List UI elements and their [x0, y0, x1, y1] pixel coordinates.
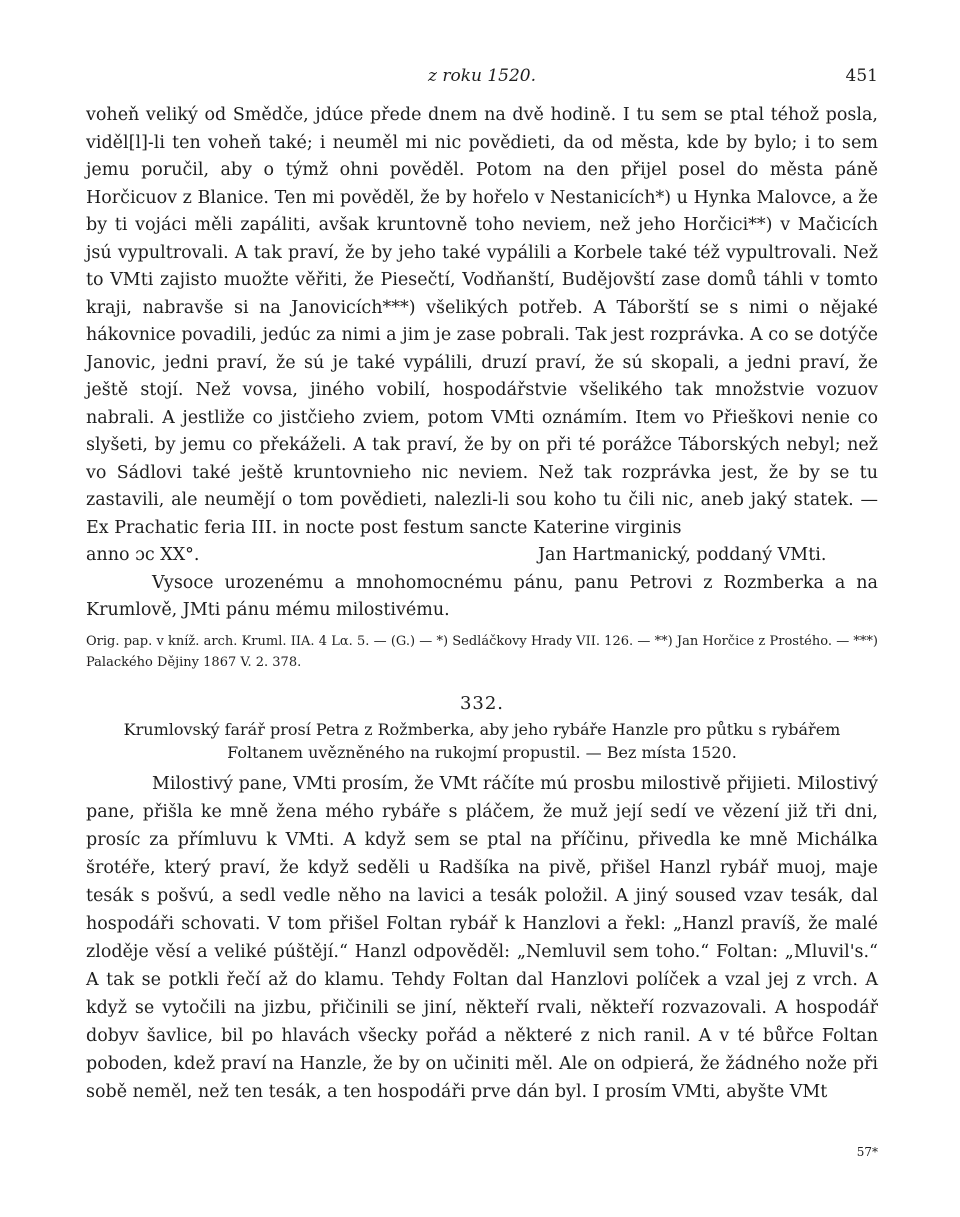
signature: Jan Hartmanický, poddaný VMti.	[538, 545, 827, 565]
address: Vysoce urozenému a mnohomocnému pánu, panu Petrovi z Rozmberka a na Krumlově, JMti pánu mému milostivému.	[86, 572, 878, 620]
letter-body: voheň veliký od Smědče, jdúce přede dnem na dvě hodině. I tu sem se ptal téhož posla, viděl[l]-li ten voheň také; i neuměl mi nic povědieti, da od města, kde by bylo; i to sem jemu poručil, aby o týmž ohni pověděl. Potom na den přijel posel do města páně Horčicuov z Blanice. Ten mi pověděl, že by hořelo v Nestanicích*) u Hynka Malovce, a že by ti vojáci měli zapáliti, avšak kruntovně toho neviem, než jeho Horčici**) v Mačicích jsú vypultrovali. A tak praví, že by jeho také vypálili a Korbele také též vypultrovali. Než to VMti zajisto muožte věřiti, že Piesečtí, Vodňanští, Budějovští zase domů táhli v tomto kraji, nabravše si na Janovicích***) všelikých potřeb. A Táborští se s nimi o nějaké hákovnice povadili, jedúc za nimi a jim je zase pobrali. Tak jest rozprávka. A co se dotýče Janovic, jedni praví, že sú je také vypálili, druzí praví, že sú skopali, a jedni praví, že ještě stojí. Než vovsa, jiného vobilí, hospodářstvie všelikého tak množstvie vozuov nabrali. A jestliže co jistčieho zviem, potom VMti oznámím. Item vo Přieškovi nenie co slyšeti, by jemu co překáželi. A tak praví, že by on při té porážce Táborských nebyl; než vo Sádlovi také ještě kruntovnieho nic neviem. Než tak rozprávka jest, že by se tu zastavili, ale neumějí o tom povědieti, nalezli-li sou koho tu čili nic, aneb jaký statek. — Ex Prachatic feria III. in nocte post festum sancte Katerine virginis	[86, 105, 878, 538]
document-number: 332.	[459, 692, 505, 714]
regest: Krumlovský farář prosí Petra z Rožmberka, aby jeho rybáře Hanzle pro půtku s rybářem Foltanem uvězněného na rukojmí propustil. — Bez místa 1520.	[123, 719, 841, 762]
page-number: 451	[845, 66, 878, 86]
closing-line	[86, 542, 878, 570]
letter-body-2: Milostivý pane, VMti prosím, že VMt ráčíte mú prosbu milostivě přijieti. Milostivý pane, přišla ke mně žena mého rybáře s pláčem, že muž její sedí ve vězení již tři dni, prosíc za přímluvu k VMti. A když sem se ptal na příčinu, přivedla ke mně Michálka šrotéře, který praví, že když seděli u Radšíka na pivě, přišel Hanzl rybář muoj, maje tesák s pošvú, a sedl vedle něho na lavici a tesák položil. A jiný soused vzav tesák, dal hospodáři schovati. V tom přišel Foltan rybář k Hanzlovi a řekl: „Hanzl pravíš, že malé zloděje věsí a veliké púštějí.“ Hanzl odpověděl: „Nemluvil sem toho.“ Foltan: „Mluvil's.“ A tak se potkli řečí až do klamu. Tehdy Foltan dal Hanzlovi políček a vzal jej z vrch. A když se vytočili na jizbu, přičinili se jiní, někteří rvali, někteří rozvazovali. A hospodář dobyv šavlice, bil po hlavách všecky pořád a některé z nich ranil. A v té bůřce Foltan poboden, kdež praví na Hanzle, že by on učiniti měl. Ale on odpierá, že žádného nože při sobě neměl, než ten tesák, a ten hospodáři prve dán byl. I prosím VMti, abyšte VMt	[86, 773, 878, 1102]
running-title: z roku 1520.	[427, 66, 537, 86]
sheet-signature: 57*	[856, 1145, 878, 1159]
page	[86, 60, 878, 1106]
date-line: anno ɔc XX°.	[86, 545, 200, 565]
running-header	[86, 60, 878, 90]
footnote: Orig. pap. v kníž. arch. Kruml. IIA. 4 Lα. 5. — (G.) — *) Sedláčkovy Hrady VII. 126. — **) Jan Horčice z Prostého. — ***) Palackého Dějiny 1867 V. 2. 378.	[86, 633, 878, 670]
